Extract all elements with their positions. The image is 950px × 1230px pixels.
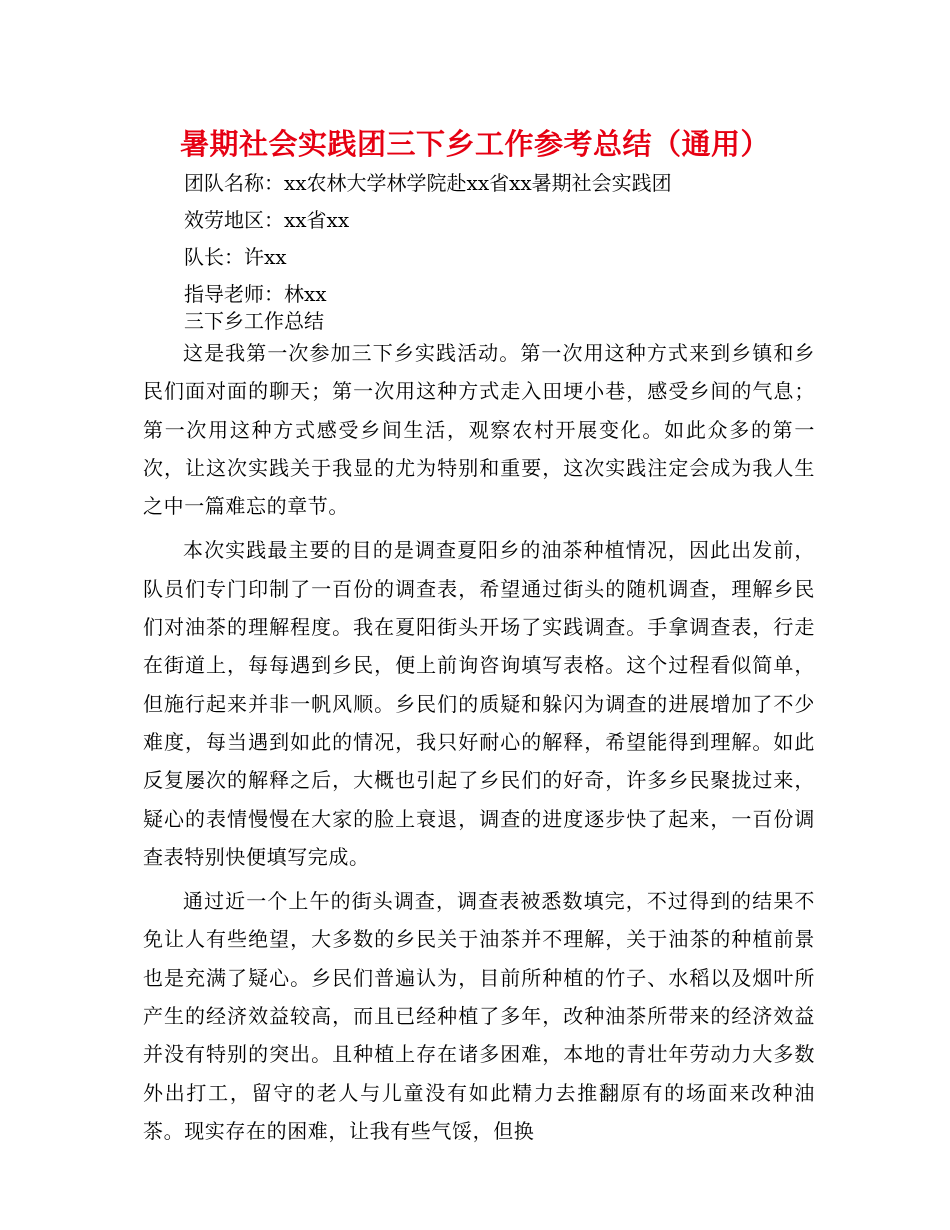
body-text xyxy=(143,334,815,1156)
section-heading: 三下乡工作总结 xyxy=(184,309,324,333)
advisor-line: 指导老师：林xx xyxy=(184,282,327,306)
paragraph-3: 通过近一个上午的街头调查，调查表被悉数填完，不过得到的结果不免让人有些绝望，大多数的乡民关于油茶并不理解，关于油茶的种植前景也是充满了疑心。乡民们普遍认为，目前所种植的竹子、水稻以及烟叶所产生的经济效益较高，而且已经种植了多年，改种油茶所带来的经济效益并没有特别的突出。且种植上存在诸多困难，本地的青壮年劳动力大多数外出打工，留守的老人与儿童没有如此精力去推翻原有的场面来改种油茶。现实存在的困难，让我有些气馁，但换 xyxy=(143,889,815,1143)
service-area-line: 效劳地区：xx省xx xyxy=(184,208,350,232)
team-name-line: 团队名称：xx农林大学林学院赴xx省xx暑期社会实践团 xyxy=(184,171,672,195)
document-title: 暑期社会实践团三下乡工作参考总结（通用） xyxy=(179,127,770,161)
team-leader-line: 队长：许xx xyxy=(184,245,287,269)
paragraph-2: 本次实践最主要的目的是调查夏阳乡的油茶种植情况，因此出发前，队员们专门印制了一百份的调查表，希望通过街头的随机调查，理解乡民们对油茶的理解程度。我在夏阳街头开场了实践调查。手拿调查表，行走在街道上，每每遇到乡民，便上前询咨询填写表格。这个过程看似简单，但施行起来并非一帆风顺。乡民们的质疑和躲闪为调查的进展增加了不少难度，每当遇到如此的情况，我只好耐心的解释，希望能得到理解。如此反复屡次的解释之后，大概也引起了乡民们的好奇，许多乡民聚拢过来，疑心的表情慢慢在大家的脸上衰退，调查的进度逐步快了起来，一百份调查表特别快便填写完成。 xyxy=(143,538,815,869)
paragraph-1: 这是我第一次参加三下乡实践活动。第一次用这种方式来到乡镇和乡民们面对面的聊天；第一次用这种方式走入田埂小巷，感受乡间的气息；第一次用这种方式感受乡间生活，观察农村开展变化。如此众多的第一次，让这次实践关于我显的尤为特别和重要，这次实践注定会成为我人生之中一篇难忘的章节。 xyxy=(143,341,815,519)
